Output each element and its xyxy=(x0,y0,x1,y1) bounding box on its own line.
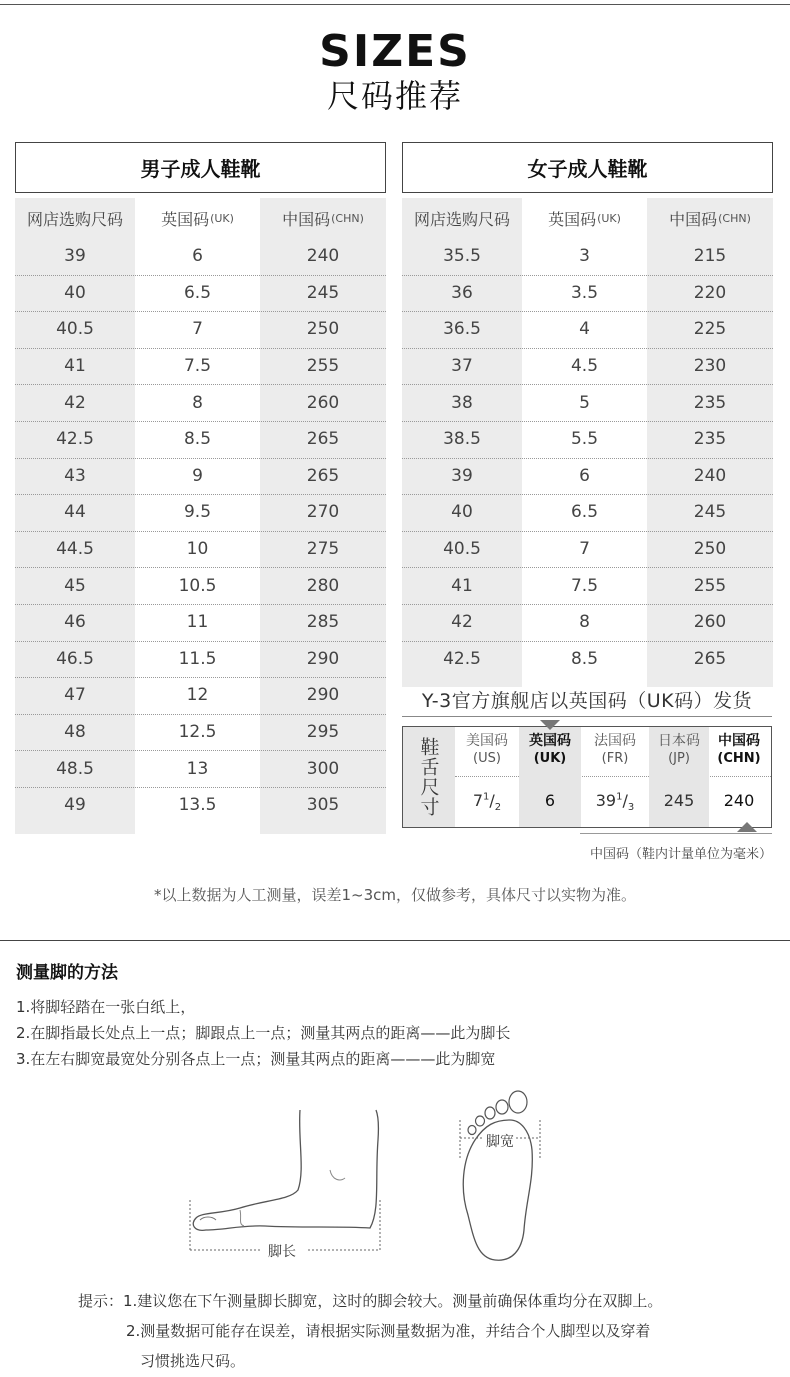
women-size-cell: 235 xyxy=(693,392,727,413)
row-divider xyxy=(15,641,386,642)
conversion-system-unit: (FR) xyxy=(601,751,629,766)
women-size-cell: 37 xyxy=(451,356,473,377)
men-size-cell: 290 xyxy=(306,648,340,669)
top-divider xyxy=(0,4,790,5)
women-size-cell: 42 xyxy=(451,612,473,633)
men-column-header xyxy=(15,198,135,238)
conversion-value: 240 xyxy=(723,791,755,810)
women-size-cell: 8.5 xyxy=(570,648,599,669)
method-steps xyxy=(16,994,510,1072)
row-divider xyxy=(15,384,386,385)
women-size-cell: 41 xyxy=(451,575,473,596)
women-size-cell: 8 xyxy=(579,612,590,633)
men-column-header xyxy=(260,198,386,238)
conversion-column xyxy=(581,727,649,827)
women-size-cell: 42.5 xyxy=(443,648,481,669)
women-column-header xyxy=(647,198,773,238)
tip-line: 习惯挑选尺码。 xyxy=(140,1352,246,1370)
men-size-cell: 6.5 xyxy=(183,282,212,303)
row-divider xyxy=(402,458,773,459)
men-size-cell: 43 xyxy=(64,465,86,486)
size-conversion-box xyxy=(402,726,772,828)
men-size-cell: 45 xyxy=(64,575,86,596)
men-size-cell: 40 xyxy=(64,282,86,303)
women-size-cell: 38.5 xyxy=(443,429,481,450)
method-step: 1.将脚轻踏在一张白纸上， xyxy=(16,998,196,1016)
row-divider xyxy=(15,458,386,459)
shipping-note: Y-3官方旗舰店以英国码（UK码）发货 xyxy=(421,690,753,712)
conversion-value: 245 xyxy=(663,791,695,810)
men-size-cell: 44.5 xyxy=(56,539,94,560)
unit-note: 中国码（鞋内计量单位为毫米） xyxy=(589,847,772,862)
method-step: 2.在脚指最长处点上一点；脚跟点上一点；测量其两点的距离——此为脚长 xyxy=(16,1024,511,1042)
women-column xyxy=(522,198,647,687)
men-size-cell: 10 xyxy=(186,539,209,560)
women-size-cell: 6 xyxy=(579,465,590,486)
women-size-cell: 7.5 xyxy=(570,575,599,596)
women-column xyxy=(647,198,773,687)
men-size-cell: 44 xyxy=(64,502,86,523)
row-divider xyxy=(402,384,773,385)
men-size-cell: 305 xyxy=(306,795,340,816)
method-title: 测量脚的方法 xyxy=(16,963,118,983)
men-size-cell: 42.5 xyxy=(56,429,94,450)
conversion-column xyxy=(455,727,519,827)
women-size-cell: 40 xyxy=(451,502,473,523)
section-divider xyxy=(0,940,790,941)
men-size-cell: 265 xyxy=(306,465,340,486)
row-divider xyxy=(402,494,773,495)
unit-note-line xyxy=(580,833,772,834)
women-size-cell: 36.5 xyxy=(443,319,481,340)
women-size-cell: 250 xyxy=(693,539,727,560)
column-header-label: 网店选购尺码 xyxy=(26,209,123,229)
conversion-value: $39^1/_3$ xyxy=(595,791,635,814)
women-size-cell: 215 xyxy=(693,246,727,267)
women-size-cell: 3 xyxy=(579,246,590,267)
women-size-cell: 36 xyxy=(451,282,473,303)
men-column xyxy=(260,198,386,834)
men-size-cell: 6 xyxy=(192,246,203,267)
men-size-cell: 13.5 xyxy=(178,795,217,816)
men-size-cell: 285 xyxy=(306,612,340,633)
men-size-cell: 260 xyxy=(306,392,340,413)
men-table-header: 男子成人鞋靴 xyxy=(15,142,386,193)
women-size-cell: 4 xyxy=(579,319,590,340)
men-size-cell: 9 xyxy=(192,465,203,486)
women-size-cell: 6.5 xyxy=(570,502,599,523)
row-divider xyxy=(15,750,386,751)
foot-length-label: 脚长 xyxy=(268,1244,296,1260)
women-size-cell: 225 xyxy=(693,319,727,340)
column-header-label: 中国码 xyxy=(282,209,331,229)
chn-pointer-triangle xyxy=(737,822,757,832)
women-size-cell: 4.5 xyxy=(570,356,599,377)
row-divider xyxy=(402,311,773,312)
men-size-cell: 47 xyxy=(64,685,86,706)
row-divider xyxy=(15,787,386,788)
men-size-cell: 300 xyxy=(306,758,340,779)
women-table-header: 女子成人鞋靴 xyxy=(402,142,773,193)
men-column xyxy=(15,198,135,834)
men-size-cell: 48.5 xyxy=(56,758,94,779)
women-size-cell: 35.5 xyxy=(443,246,481,267)
conversion-column xyxy=(709,727,769,827)
foot-top-illustration xyxy=(450,1080,550,1265)
men-size-cell: 295 xyxy=(306,722,340,743)
men-size-cell: 12 xyxy=(186,685,209,706)
row-divider xyxy=(15,421,386,422)
men-column xyxy=(135,198,260,834)
men-size-cell: 250 xyxy=(306,319,340,340)
conversion-system-name: 日本码 xyxy=(658,733,700,749)
row-divider xyxy=(15,604,386,605)
conversion-system-name: 美国码 xyxy=(466,733,508,749)
men-size-cell: 280 xyxy=(306,575,340,596)
row-divider xyxy=(15,567,386,568)
men-size-cell: 40.5 xyxy=(56,319,94,340)
women-size-cell: 40.5 xyxy=(443,539,481,560)
column-header-label: 网店选购尺码 xyxy=(413,209,510,229)
conversion-column xyxy=(649,727,709,827)
men-size-cell: 39 xyxy=(64,246,86,267)
conversion-system-unit: (US) xyxy=(473,751,501,766)
men-size-cell: 49 xyxy=(64,795,86,816)
conversion-system-name: 中国码 xyxy=(718,733,760,749)
women-size-cell: 39 xyxy=(451,465,473,486)
men-size-cell: 11 xyxy=(186,612,209,633)
conversion-value: $7^1/_2$ xyxy=(472,791,502,814)
women-size-cell: 3.5 xyxy=(570,282,599,303)
men-size-cell: 8 xyxy=(192,392,203,413)
shipping-note-underline xyxy=(402,716,772,717)
women-size-cell: 260 xyxy=(693,612,727,633)
method-step: 3.在左右脚宽最宽处分别各点上一点；测量其两点的距离———此为脚宽 xyxy=(16,1050,496,1068)
men-size-cell: 46.5 xyxy=(56,648,94,669)
men-size-cell: 255 xyxy=(306,356,340,377)
row-divider xyxy=(15,494,386,495)
men-size-cell: 11.5 xyxy=(178,648,217,669)
disclaimer: *以上数据为人工测量，误差1~3cm，仅做参考，具体尺寸以实物为准。 xyxy=(153,886,637,904)
women-column-header xyxy=(522,198,647,238)
row-divider xyxy=(15,714,386,715)
women-size-cell: 265 xyxy=(693,648,727,669)
women-size-cell: 5.5 xyxy=(570,429,599,450)
men-size-cell: 265 xyxy=(306,429,340,450)
row-divider xyxy=(402,421,773,422)
column-header-unit: (UK) xyxy=(210,211,234,225)
column-header-label: 英国码 xyxy=(548,209,597,229)
men-size-cell: 42 xyxy=(64,392,86,413)
row-divider xyxy=(15,531,386,532)
conversion-column xyxy=(519,727,581,827)
column-header-unit: (CHN) xyxy=(718,211,751,225)
men-size-cell: 41 xyxy=(64,356,86,377)
women-size-cell: 240 xyxy=(693,465,727,486)
column-header-label: 英国码 xyxy=(161,209,210,229)
row-divider xyxy=(402,567,773,568)
uk-pointer-triangle xyxy=(540,720,560,730)
women-size-cell: 38 xyxy=(451,392,473,413)
men-size-cell: 7 xyxy=(192,319,203,340)
column-header-label: 中国码 xyxy=(669,209,718,229)
women-size-cell: 235 xyxy=(693,429,727,450)
men-size-cell: 7.5 xyxy=(183,356,212,377)
women-column-header xyxy=(402,198,522,238)
conversion-system-name: 法国码 xyxy=(594,733,636,749)
women-size-cell: 245 xyxy=(693,502,727,523)
row-divider xyxy=(15,275,386,276)
row-divider xyxy=(402,531,773,532)
men-size-cell: 270 xyxy=(306,502,340,523)
women-size-cell: 7 xyxy=(579,539,590,560)
women-size-cell: 5 xyxy=(579,392,590,413)
men-column-header xyxy=(135,198,260,238)
tongue-size-label: 鞋舌尺寸 xyxy=(403,727,455,827)
men-size-cell: 290 xyxy=(306,685,340,706)
row-divider xyxy=(15,311,386,312)
page-subtitle: 尺码推荐 xyxy=(326,77,463,115)
conversion-system-unit: (JP) xyxy=(668,751,690,766)
row-divider xyxy=(402,641,773,642)
men-size-cell: 275 xyxy=(306,539,340,560)
conversion-system-unit: (CHN) xyxy=(717,751,761,766)
women-size-cell: 220 xyxy=(693,282,727,303)
conversion-system-name: 英国码 xyxy=(529,733,571,749)
women-size-cell: 255 xyxy=(693,575,727,596)
column-header-unit: (UK) xyxy=(597,211,621,225)
foot-width-label: 脚宽 xyxy=(484,1131,516,1151)
conversion-value: 6 xyxy=(544,791,556,810)
conversion-system-unit: (UK) xyxy=(533,751,567,766)
women-column xyxy=(402,198,522,687)
men-size-cell: 10.5 xyxy=(178,575,217,596)
men-size-cell: 13 xyxy=(186,758,209,779)
row-divider xyxy=(402,348,773,349)
men-size-cell: 245 xyxy=(306,282,340,303)
tip-line: 2.测量数据可能存在误差，请根据实际测量数据为准，并结合个人脚型以及穿着 xyxy=(126,1322,651,1340)
row-divider xyxy=(15,348,386,349)
men-size-cell: 240 xyxy=(306,246,340,267)
tips xyxy=(78,1286,662,1376)
men-size-cell: 9.5 xyxy=(183,502,212,523)
men-size-cell: 12.5 xyxy=(178,722,217,743)
women-size-cell: 230 xyxy=(693,356,727,377)
tip-line: 提示：1.建议您在下午测量脚长脚宽，这时的脚会较大。测量前确保体重均分在双脚上。 xyxy=(78,1292,663,1310)
men-size-cell: 48 xyxy=(64,722,86,743)
page-title: SIZES xyxy=(319,26,471,77)
men-size-cell: 46 xyxy=(64,612,86,633)
row-divider xyxy=(402,604,773,605)
row-divider xyxy=(15,677,386,678)
men-size-cell: 8.5 xyxy=(183,429,212,450)
row-divider xyxy=(402,275,773,276)
column-header-unit: (CHN) xyxy=(331,211,364,225)
